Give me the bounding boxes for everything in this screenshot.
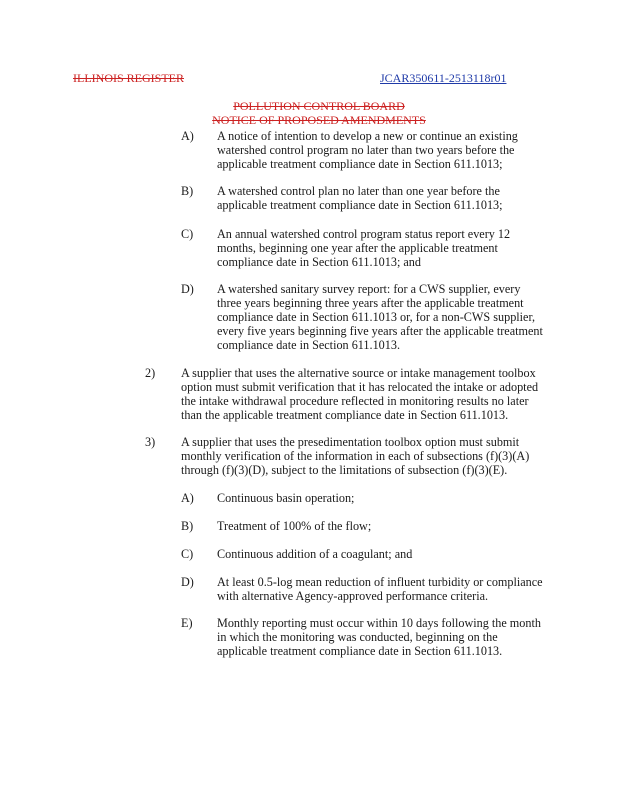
list-item: Monthly reporting must occur within 10 days following the month in which the monitoring was conducted, beginning on the applicable treatment compliance date in Section 611.1013. [217,616,541,658]
list-item: A supplier that uses the presedimentation toolbox option must submit monthly verification of the information in each of subsections (f)(3)(A) through (f)(3)(D), subject to the limitations of subsection (f)(3)(E). [181,435,530,477]
list-item: Continuous addition of a coagulant; and [217,547,413,561]
list-item: A supplier that uses the alternative source or intake management toolbox option must submit verification that it has relocated the intake or adopted the intake withdrawal procedure reflected in monitoring results no later than the applicable treatment compliance date in Section 611.1013. [181,366,539,422]
item-label: 3) [145,435,156,449]
notice-title: NOTICE OF PROPOSED AMENDMENTS [212,113,426,127]
list-item: A watershed control plan no later than one year before the applicable treatment compliance date in Section 611.1013; [217,184,503,212]
item-label: 2) [145,366,156,380]
item-label: D) [181,282,194,296]
item-label: A) [181,491,194,505]
list-item: Continuous basin operation; [217,491,355,505]
document-id-link[interactable]: JCAR350611-2513118r01 [380,71,507,85]
item-label: C) [181,547,194,561]
item-label: C) [181,227,194,241]
list-item: Treatment of 100% of the flow; [217,519,372,533]
list-item: A notice of intention to develop a new or continue an existing watershed control program no later than two years before the applicable treatment compliance date in Section 611.1013; [217,129,518,171]
list-item: A watershed sanitary survey report: for a CWS supplier, every three years beginning three years after the applicable treatment compliance date in Section 611.1013 or, for a non-CWS supplier, every five years beginning five years after the applicable treatment compliance date in Section 611.1013. [217,282,543,352]
item-label: E) [181,616,193,630]
register-title: ILLINOIS REGISTER [73,71,184,85]
list-item: An annual watershed control program status report every 12 months, beginning one year after the applicable treatment compliance date in Section 611.1013; and [217,227,511,269]
item-label: A) [181,129,194,143]
list-item: At least 0.5-log mean reduction of influent turbidity or compliance with alternative Agency-approved performance criteria. [217,575,543,603]
item-label: B) [181,184,194,198]
item-label: D) [181,575,194,589]
item-label: B) [181,519,194,533]
agency-name: POLLUTION CONTROL BOARD [233,99,405,113]
